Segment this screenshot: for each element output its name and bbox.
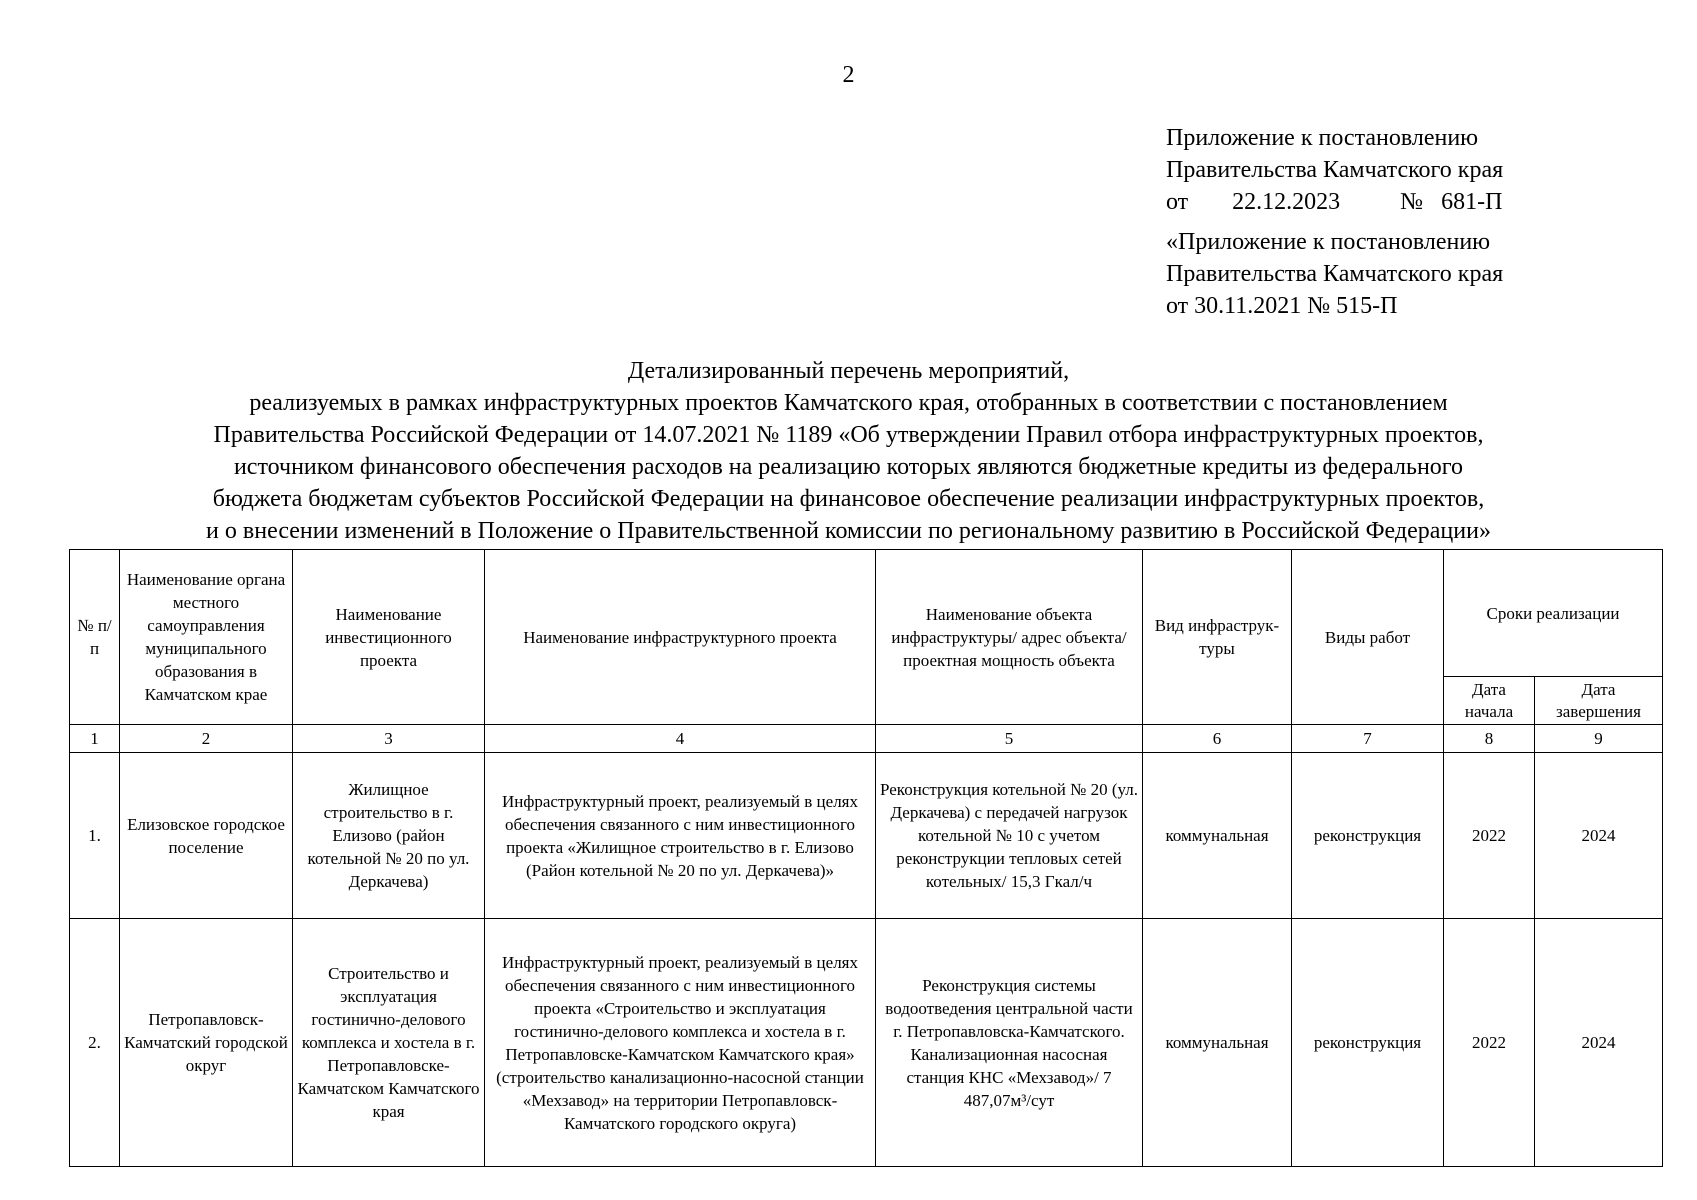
column-number: 3: [293, 725, 485, 753]
cell-work-type: реконструкция: [1292, 919, 1444, 1167]
table-row: [70, 753, 1663, 919]
cell-end: 2024: [1535, 919, 1663, 1167]
header-object: Наименование объекта инфраструктуры/ адрес объекта/ проектная мощность объекта: [876, 550, 1143, 725]
column-number: 9: [1535, 725, 1663, 753]
column-number-row: [70, 725, 1663, 753]
appendix-line: Правительства Камчатского края: [1166, 157, 1504, 183]
header-end-date: Дата завершения: [1535, 677, 1663, 725]
title-line: и о внесении изменений в Положение о Правительственной комиссии по региональному развитию в Российской Федерации»: [206, 518, 1491, 544]
page-number: 2: [842, 62, 855, 88]
resolution-number: 681-П: [1441, 189, 1503, 215]
header-investment-project: Наименование инвестиционного проекта: [293, 550, 485, 725]
from-label: от: [1166, 189, 1189, 215]
appendix-line: «Приложение к постановлению: [1166, 229, 1491, 255]
cell-investment-project: Строительство и эксплуатация гостинично-делового комплекса и хостела в г. Петропавловске-Камчатском Камчатского края: [293, 919, 485, 1167]
cell-num: 1.: [70, 753, 120, 919]
column-number: 8: [1444, 725, 1535, 753]
header-work-types: Виды работ: [1292, 550, 1444, 725]
cell-investment-project: Жилищное строительство в г. Елизово (район котельной № 20 по ул. Деркачева): [293, 753, 485, 919]
cell-start: 2022: [1444, 753, 1535, 919]
cell-work-type: реконструкция: [1292, 753, 1444, 919]
cell-end: 2024: [1535, 753, 1663, 919]
document-title: [0, 355, 1697, 547]
column-number: 2: [120, 725, 293, 753]
cell-infra-project: Инфраструктурный проект, реализуемый в целях обеспечения связанного с ним инвестиционного проекта «Жилищное строительство в г. Елизово (Район котельной № 20 по ул. Деркачева)»: [485, 753, 876, 919]
cell-num: 2.: [70, 919, 120, 1167]
cell-infra-type: коммунальная: [1143, 753, 1292, 919]
number-sign: №: [1400, 189, 1424, 215]
header-num: № п/п: [70, 550, 120, 725]
previous-appendix-block: [1166, 226, 1503, 322]
title-line: Детализированный перечень мероприятий,: [627, 358, 1070, 384]
title-line: Правительства Российской Федерации от 14.07.2021 № 1189 «Об утверждении Правил отбора инфраструктурных проектов,: [213, 422, 1484, 448]
column-number: 6: [1143, 725, 1292, 753]
appendix-line: Правительства Камчатского края: [1166, 261, 1504, 287]
measures-table: [69, 549, 1663, 1167]
header-infra-project: Наименование инфраструктурного проекта: [485, 550, 876, 725]
header-infra-type: Вид инфраструк-туры: [1143, 550, 1292, 725]
appendix-line: от 30.11.2021 № 515-П: [1166, 293, 1398, 319]
cell-object: Реконструкция системы водоотведения центральной части г. Петропавловска-Камчатского. Канализационная насосная станция КНС «Мехзавод»/ 7 487,07м³/сут: [876, 919, 1143, 1167]
header-start-date: Дата начала: [1444, 677, 1535, 725]
column-number: 7: [1292, 725, 1444, 753]
header-timeline: Сроки реализации: [1444, 550, 1663, 677]
cell-object: Реконструкция котельной № 20 (ул. Деркачева) с передачей нагрузок котельной № 10 с учетом реконструкции тепловых сетей котельных/ 15,3 Гкал/ч: [876, 753, 1143, 919]
appendix-line: Приложение к постановлению: [1166, 125, 1479, 151]
column-number: 1: [70, 725, 120, 753]
title-line: реализуемых в рамках инфраструктурных проектов Камчатского края, отобранных в соответствии с постановлением: [249, 390, 1448, 416]
column-number: 5: [876, 725, 1143, 753]
table-row: [70, 919, 1663, 1167]
column-number: 4: [485, 725, 876, 753]
appendix-date-number-line: [1166, 186, 1503, 218]
title-line: источником финансового обеспечения расходов на реализацию которых являются бюджетные кредиты из федерального: [233, 454, 1464, 480]
cell-authority: Елизовское городское поселение: [120, 753, 293, 919]
cell-start: 2022: [1444, 919, 1535, 1167]
cell-infra-project: Инфраструктурный проект, реализуемый в целях обеспечения связанного с ним инвестиционного проекта «Строительство и эксплуатация гостинично-делового комплекса и хостела в г. Петропавловске-Камчатском Камчатского края» (строительство канализационно-насосной станции «Мехзавод» на территории Петропавловск-Камчатского городского округа): [485, 919, 876, 1167]
resolution-date: 22.12.2023: [1232, 189, 1341, 215]
title-line: бюджета бюджетам субъектов Российской Федерации на финансовое обеспечение реализации инфраструктурных проектов,: [212, 486, 1485, 512]
appendix-block: [1166, 122, 1503, 218]
header-authority: Наименование органа местного самоуправления муниципального образования в Камчатском крае: [120, 550, 293, 725]
cell-authority: Петропавловск-Камчатский городской округ: [120, 919, 293, 1167]
cell-infra-type: коммунальная: [1143, 919, 1292, 1167]
